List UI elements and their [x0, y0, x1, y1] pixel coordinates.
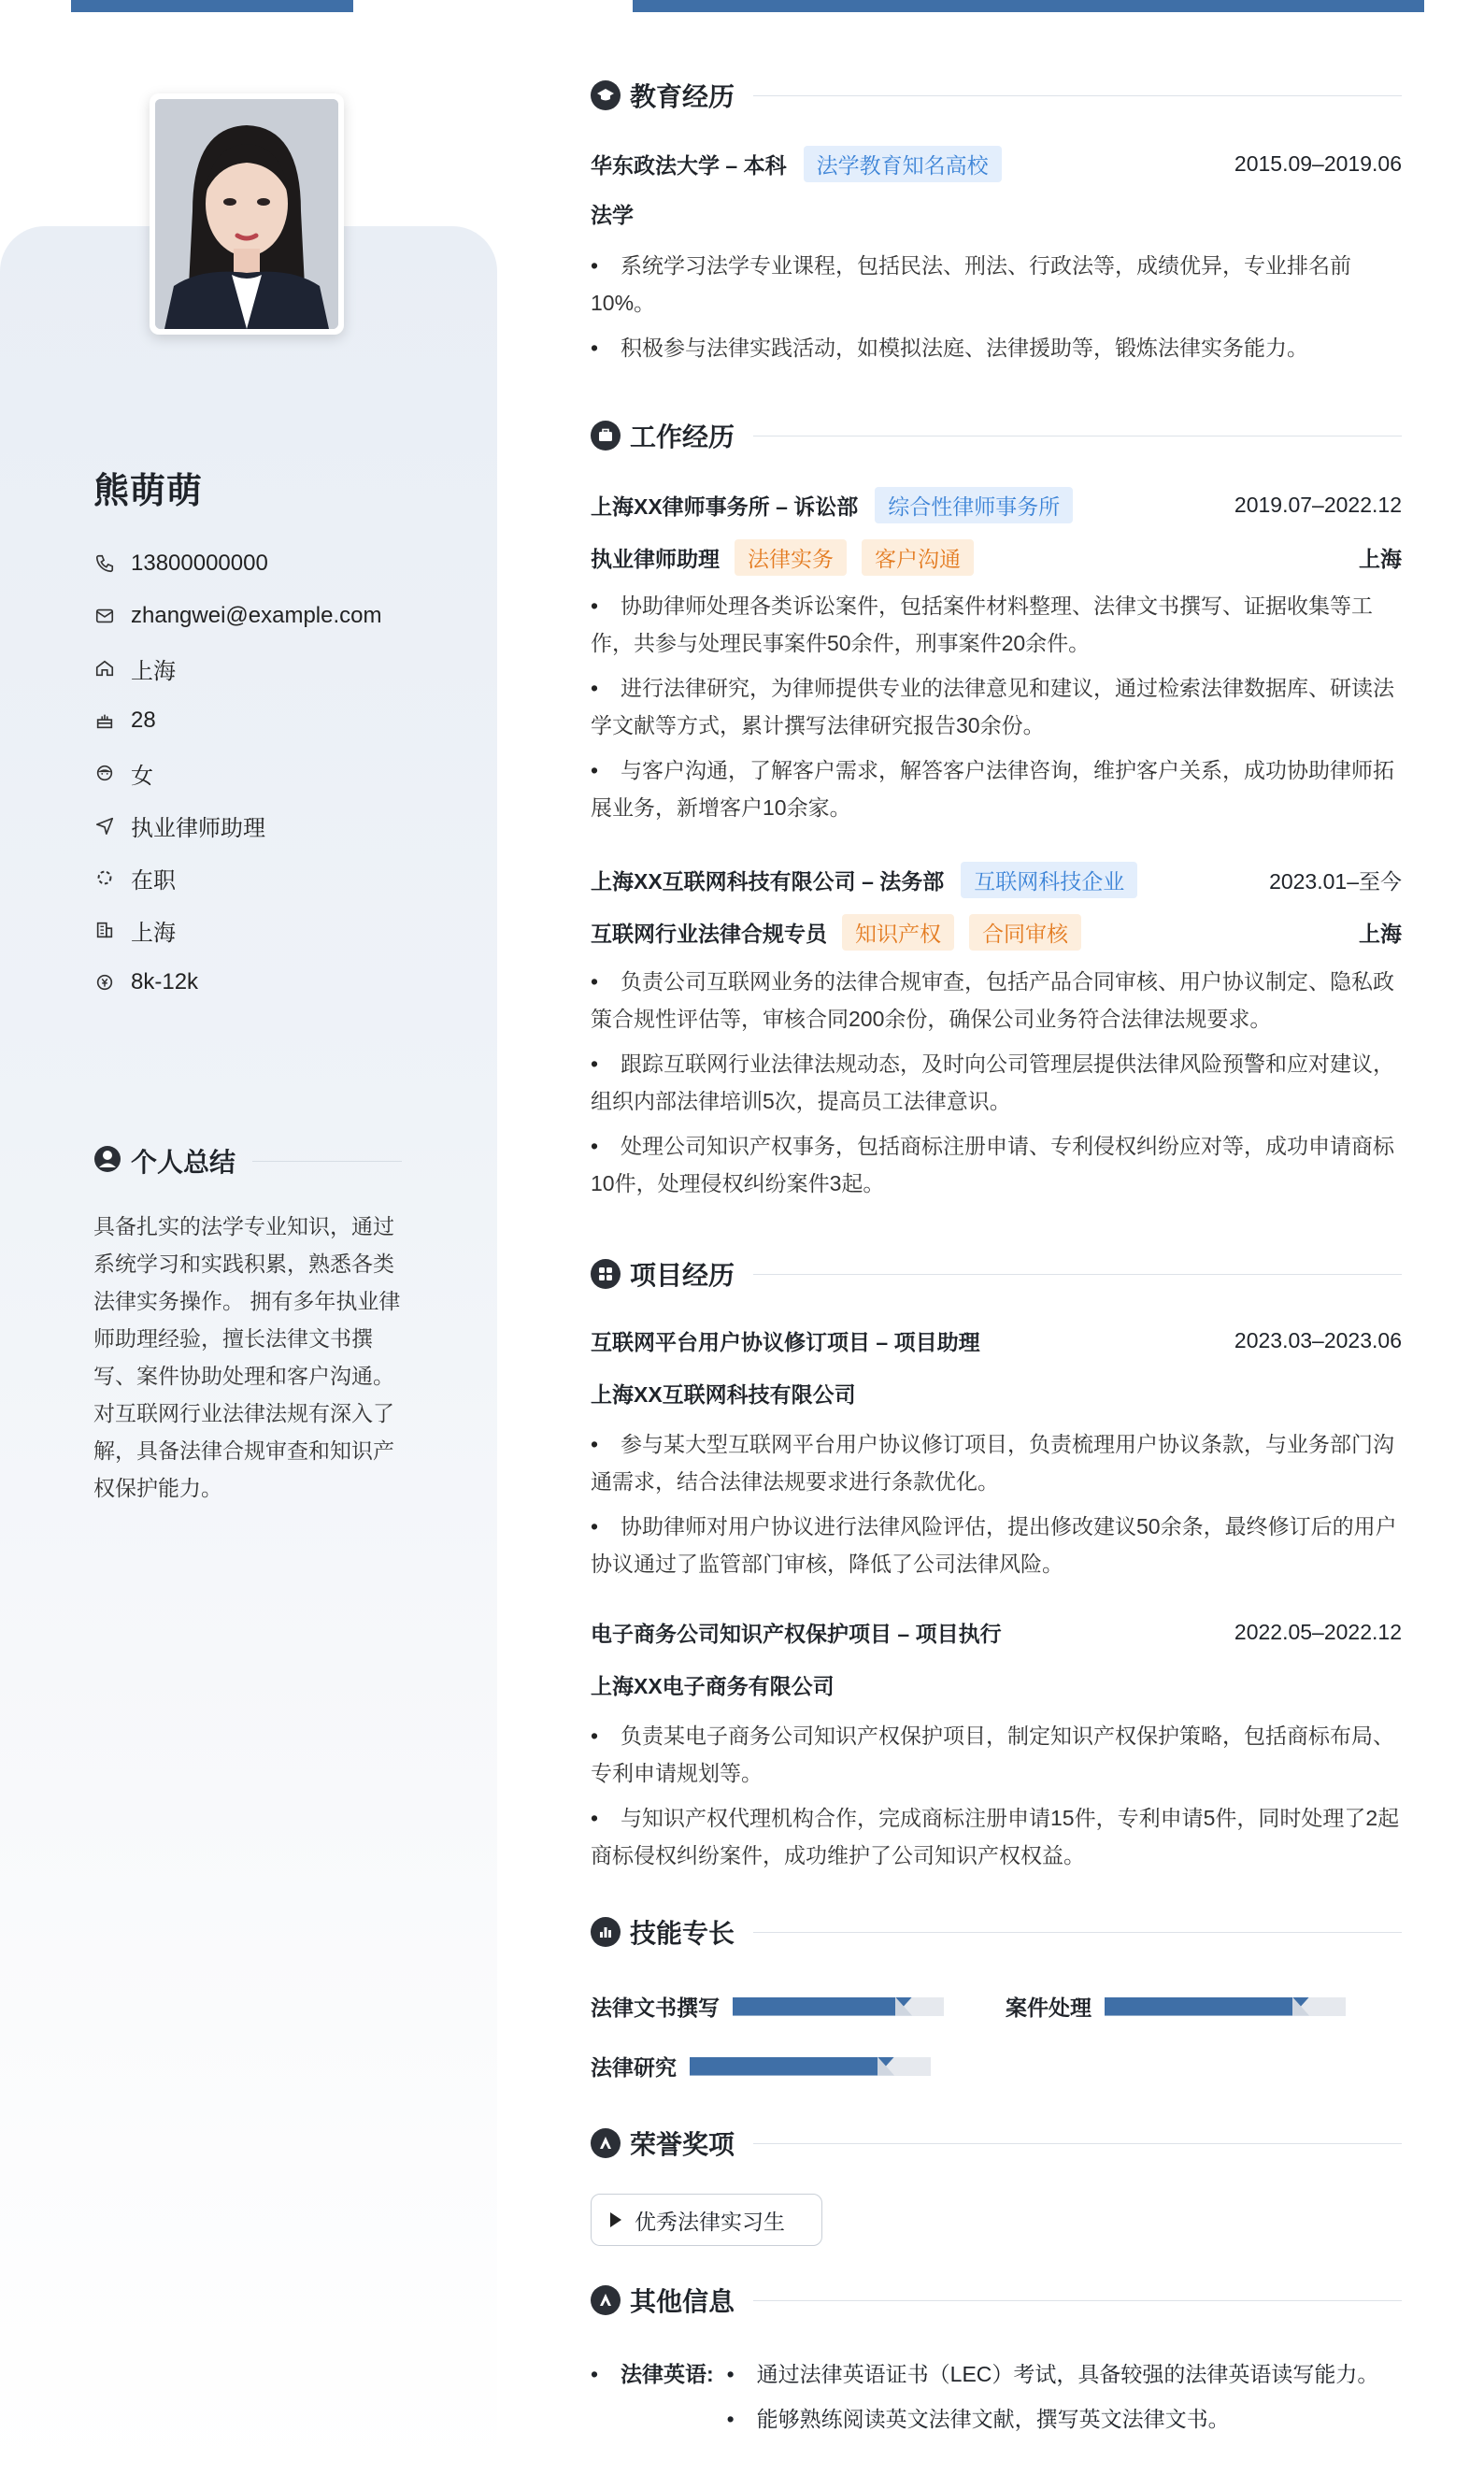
skill-item: [591, 2051, 931, 2082]
major: 法学: [591, 203, 634, 227]
graduation-cap-icon: [591, 80, 621, 110]
briefcase-icon: [591, 421, 621, 451]
list-item: • 与知识产权代理机构合作，完成商标注册申请15件，专利申请5件，同时处理了2起商标侵权纠纷案件，成功维护了公司知识产权权益。: [591, 1799, 1402, 1874]
list-item: • 处理公司知识产权事务，包括商标注册申请、专利侵权纠纷应对等，成功申请商标10件，处理侵权纠纷案件3起。: [591, 1127, 1402, 1202]
avatar-portrait: [155, 99, 338, 329]
info-position: [93, 799, 382, 851]
list-item: • 跟踪互联网行业法律法规动态，及时向公司管理层提供法律风险预警和应对建议，组织内部法律培训5次，提高员工法律意识。: [591, 1045, 1402, 1120]
project-1-header: [591, 1325, 1402, 1356]
project-1-org: 上海XX互联网科技有限公司: [591, 1382, 856, 1407]
projects-title: 项目经历: [630, 1261, 735, 1290]
other-label: 法律英语:: [621, 2362, 714, 2386]
work-heading: [591, 417, 1402, 454]
education-school-row: [591, 146, 1402, 182]
other-lines: [727, 2355, 1381, 2438]
money-icon: [93, 971, 116, 994]
skill-bar-fill: [733, 1997, 912, 2016]
list-item: • 负责某电子商务公司知识产权保护项目，制定知识产权保护策略，包括商标布局、专利申请规划等。: [591, 1717, 1402, 1792]
list-item: • 与客户沟通，了解客户需求，解答客户法律咨询，维护客户关系，成功协助律师拓展业务，新增客户10余家。: [591, 751, 1402, 826]
list-item: • 积极参与法律实践活动，如模拟法庭、法律援助等，锻炼法律实务能力。: [591, 329, 1402, 366]
job-2-skill-tag: 合同审核: [969, 914, 1081, 951]
skill-name: 案件处理: [1006, 1996, 1092, 2020]
location-value: 上海: [131, 658, 176, 684]
city-value: 上海: [131, 920, 176, 946]
send-icon: [93, 814, 116, 837]
project-2-name: 电子商务公司知识产权保护项目 – 项目执行: [591, 1622, 1002, 1646]
home-icon: [93, 657, 116, 680]
awards-title: 荣誉奖项: [630, 2130, 735, 2159]
education-bullets: [591, 247, 1402, 374]
position-value: 执业律师助理: [131, 815, 265, 841]
job-2-period: 2023.01–至今: [1269, 869, 1402, 894]
play-icon: [610, 2212, 621, 2227]
skill-bar: [690, 2057, 931, 2076]
skill-bar-fill: [690, 2057, 894, 2076]
skill-item: [591, 1991, 944, 2022]
info-age: [93, 694, 382, 747]
project-1-period: 2023.03–2023.06: [1234, 1328, 1402, 1352]
status-icon: [93, 866, 116, 889]
summary-text: 具备扎实的法学专业知识，通过系统学习和实践积累，熟悉各类法律实务操作。 拥有多年执业律师助理经验，擅长法律文书撰写、案件协助处理和客户沟通。 对互联网行业法律法规有深入了解，具备法律合规审查和知识产权保护能力。: [93, 1214, 401, 1500]
other-heading: [591, 2282, 1402, 2319]
job-2-header: [591, 862, 1402, 898]
status-value: 在职: [131, 867, 176, 894]
education-title: 教育经历: [630, 82, 735, 111]
job-2-tag: 互联网科技企业: [961, 862, 1137, 898]
job-1-tag: 综合性律师事务所: [875, 487, 1073, 523]
info-icon: [591, 2285, 621, 2315]
job-1-role-row: [591, 539, 1402, 576]
list-item: • 能够熟练阅读英文法律文献，撰写英文法律文书。: [727, 2400, 1381, 2438]
phone-value: 13800000000: [131, 551, 268, 576]
award-name: 优秀法律实习生: [635, 2209, 785, 2234]
other-info-row: [591, 2355, 1402, 2438]
summary-heading: [93, 1142, 402, 1180]
candidate-name: 熊萌萌: [93, 472, 204, 511]
summary-divider: [252, 1161, 402, 1162]
other-info: [591, 2355, 1402, 2438]
award-icon: [591, 2128, 621, 2158]
project-2-bullets: [591, 1717, 1402, 1881]
project-2-org: 上海XX电子商务有限公司: [591, 1674, 835, 1698]
project-1-name: 互联网平台用户协议修订项目 – 项目助理: [591, 1330, 980, 1354]
job-1-bullets: [591, 587, 1402, 834]
school-name: 华东政法大学 – 本科: [591, 153, 787, 178]
mail-icon: [93, 605, 116, 627]
skill-name: 法律研究: [591, 2055, 677, 2080]
awards-heading: [591, 2124, 1402, 2162]
info-salary: [93, 956, 382, 1009]
bullet-dot: •: [591, 2362, 599, 2386]
job-2-role: 互联网行业法律合规专员: [591, 922, 827, 946]
bar-chart-icon: [591, 1917, 621, 1947]
info-location: [93, 642, 382, 694]
job-1-location: 上海: [1359, 547, 1402, 571]
awards-divider: [753, 2143, 1402, 2144]
list-item: • 协助律师处理各类诉讼案件，包括案件材料整理、法律文书撰写、证据收集等工作，共参与处理民事案件50余件，刑事案件20余件。: [591, 587, 1402, 662]
user-face-icon: [93, 762, 116, 784]
job-1-company: 上海XX律师事务所 – 诉讼部: [591, 494, 859, 519]
list-item: • 通过法律英语证书（LEC）考试，具备较强的法律英语读写能力。: [727, 2355, 1381, 2393]
job-1-skill-tag: 法律实务: [735, 539, 847, 576]
project-2-org-row: [591, 1669, 1402, 1700]
info-status: [93, 851, 382, 904]
other-line: 通过法律英语证书（LEC）考试，具备较强的法律英语读写能力。: [756, 2362, 1379, 2386]
info-phone: [93, 537, 382, 590]
job-2-role-row: [591, 914, 1402, 951]
info-city: [93, 904, 382, 956]
job-1-period: 2019.07–2022.12: [1234, 493, 1402, 517]
projects-heading: [591, 1255, 1402, 1293]
job-1-skill-tag: 客户沟通: [862, 539, 974, 576]
building-icon: [93, 919, 116, 941]
skills-title: 技能专长: [630, 1919, 735, 1948]
list-item: • 参与某大型互联网平台用户协议修订项目，负责梳理用户协议条款，与业务部门沟通需求，结合法律法规要求进行条款优化。: [591, 1425, 1402, 1500]
list-item: • 进行法律研究，为律师提供专业的法律意见和建议，通过检索法律数据库、研读法学文献等方式，累计撰写法律研究报告30余份。: [591, 669, 1402, 744]
skill-bar: [1105, 1997, 1346, 2016]
list-item: • 协助律师对用户协议进行法律风险评估，提出修改建议50余条，最终修订后的用户协议通过了监管部门审核，降低了公司法律风险。: [591, 1508, 1402, 1582]
info-email: [93, 590, 382, 642]
grid-icon: [591, 1259, 621, 1289]
other-line: 能够熟练阅读英文法律文献，撰写英文法律文书。: [756, 2407, 1230, 2431]
age-value: 28: [131, 708, 156, 733]
skills-divider: [753, 1932, 1402, 1933]
avatar: [155, 99, 338, 329]
education-heading: [591, 77, 1402, 114]
job-1-role: 执业律师助理: [591, 547, 720, 571]
job-2-bullets: [591, 963, 1402, 1209]
gender-value: 女: [131, 763, 153, 789]
school-tag: 法学教育知名高校: [804, 146, 1002, 182]
list-item: • 负责公司互联网业务的法律合规审查，包括产品合同审核、用户协议制定、隐私政策合规性评估等，审核合同200余份，确保公司业务符合法律法规要求。: [591, 963, 1402, 1037]
header-accent-bar-right: [633, 0, 1424, 12]
skill-bar-fill: [1105, 1997, 1309, 2016]
phone-icon: [93, 552, 116, 575]
education-divider: [753, 95, 1402, 96]
project-1-org-row: [591, 1378, 1402, 1409]
skills-heading: [591, 1913, 1402, 1951]
email-value: zhangwei@example.com: [131, 603, 382, 628]
project-1-bullets: [591, 1425, 1402, 1590]
skill-bar: [733, 1997, 944, 2016]
education-major-row: [591, 198, 1402, 229]
summary-title: 个人总结: [131, 1148, 236, 1177]
cake-icon: [93, 709, 116, 732]
work-title: 工作经历: [630, 422, 735, 451]
other-divider: [753, 2300, 1402, 2301]
salary-value: 8k-12k: [131, 969, 199, 994]
info-gender: [93, 747, 382, 799]
project-2-header: [591, 1617, 1402, 1648]
skill-item: [1006, 1991, 1346, 2022]
list-item: • 系统学习法学专业课程，包括民法、刑法、行政法等，成绩优异，专业排名前10%。: [591, 247, 1402, 322]
award-badge: [591, 2194, 822, 2246]
job-2-skill-tag: 知识产权: [842, 914, 954, 951]
avatar-frame: [150, 93, 344, 335]
job-1-header: [591, 487, 1402, 523]
header-accent-bar-left: [71, 0, 353, 12]
skill-name: 法律文书撰写: [591, 1996, 720, 2020]
job-2-location: 上海: [1359, 922, 1402, 946]
project-2-period: 2022.05–2022.12: [1234, 1620, 1402, 1644]
projects-divider: [753, 1274, 1402, 1275]
contact-info-list: [93, 537, 382, 1009]
job-2-company: 上海XX互联网科技有限公司 – 法务部: [591, 869, 945, 894]
education-period: 2015.09–2019.06: [1234, 151, 1402, 176]
user-circle-icon: [93, 1145, 121, 1178]
other-title: 其他信息: [630, 2287, 735, 2316]
